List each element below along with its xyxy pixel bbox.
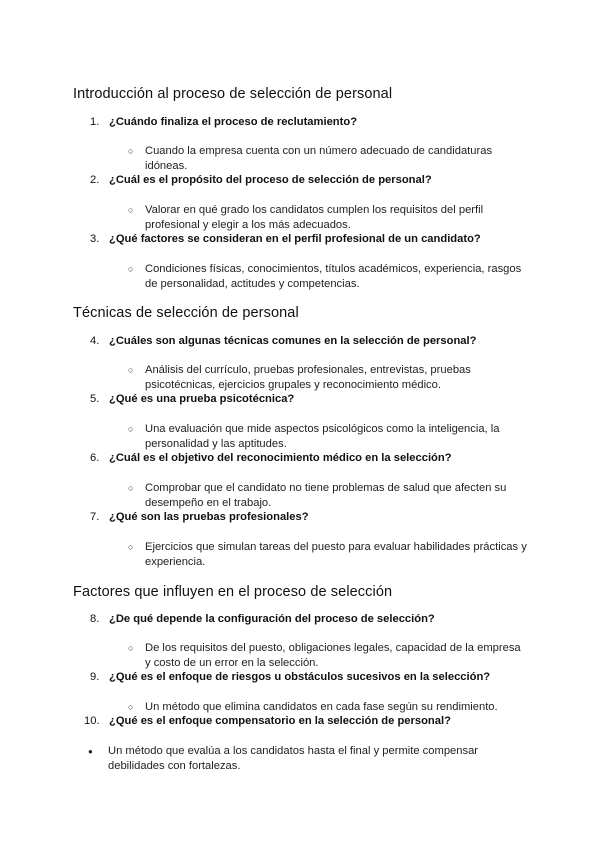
question-number: 3.: [90, 233, 100, 245]
question-item: [90, 233, 481, 245]
answer-item: [128, 262, 528, 292]
question-item: [90, 613, 435, 625]
question-item: [90, 393, 294, 405]
question-text: ¿Qué es una prueba psicotécnica?: [109, 393, 295, 405]
answer-text: Una evaluación que mide aspectos psicológicos como la inteligencia, la personalidad y las aptitudes.: [145, 423, 500, 450]
answer-text: Análisis del currículo, pruebas profesionales, entrevistas, pruebas psicotécnicas, ejercicios grupales y reconocimiento médico.: [145, 364, 471, 391]
answer-text: Un método que evalúa a los candidatos hasta el final y permite compensar debilidades con fortalezas.: [108, 745, 479, 772]
hollow-bullet-icon: ○: [128, 643, 134, 653]
question-text: ¿Cuál es el objetivo del reconocimiento médico en la selección?: [109, 452, 452, 464]
question-number: 10.: [84, 715, 100, 727]
answer-item: [128, 203, 528, 233]
question-item: [90, 335, 476, 347]
question-text: ¿Qué son las pruebas profesionales?: [109, 511, 309, 523]
answer-text: Un método que elimina candidatos en cada fase según su rendimiento.: [145, 701, 498, 713]
question-number: 6.: [90, 452, 100, 464]
question-item: [90, 116, 357, 128]
question-number: 8.: [90, 613, 100, 625]
hollow-bullet-icon: ○: [128, 424, 134, 434]
question-item: [90, 511, 309, 523]
question-number: 1.: [90, 116, 100, 128]
question-text: ¿De qué depende la configuración del proceso de selección?: [109, 613, 435, 625]
question-item: [90, 671, 490, 683]
hollow-bullet-icon: ○: [128, 205, 134, 215]
hollow-bullet-icon: ○: [128, 264, 134, 274]
section-heading: Introducción al proceso de selección de personal: [73, 86, 393, 102]
question-text: ¿Cuál es el propósito del proceso de selección de personal?: [109, 174, 432, 186]
question-text: ¿Qué es el enfoque compensatorio en la selección de personal?: [109, 715, 451, 727]
answer-text: De los requisitos del puesto, obligaciones legales, capacidad de la empresa y costo de un error en la selección.: [145, 642, 521, 669]
question-number: 7.: [90, 511, 100, 523]
hollow-bullet-icon: ○: [128, 483, 134, 493]
answer-item: [128, 481, 528, 511]
answer-item: [88, 744, 508, 774]
question-text: ¿Qué es el enfoque de riesgos u obstáculos sucesivos en la selección?: [109, 671, 491, 683]
question-text: ¿Cuáles son algunas técnicas comunes en la selección de personal?: [109, 335, 477, 347]
filled-bullet-icon: ●: [88, 747, 93, 756]
answer-item: [128, 144, 528, 174]
hollow-bullet-icon: ○: [128, 542, 134, 552]
question-number: 2.: [90, 174, 100, 186]
answer-item: [128, 540, 528, 570]
section-heading: Técnicas de selección de personal: [73, 305, 299, 321]
answer-item: [128, 363, 528, 393]
hollow-bullet-icon: ○: [128, 146, 134, 156]
answer-text: Cuando la empresa cuenta con un número adecuado de candidaturas idóneas.: [145, 145, 493, 172]
question-number: 9.: [90, 671, 100, 683]
question-item: [90, 174, 432, 186]
answer-item: [128, 422, 528, 452]
hollow-bullet-icon: ○: [128, 702, 134, 712]
question-item: [90, 452, 452, 464]
question-number: 5.: [90, 393, 100, 405]
answer-item: [128, 700, 528, 715]
answer-text: Valorar en qué grado los candidatos cumplen los requisitos del perfil profesional y elegir a los más adecuados.: [145, 204, 484, 231]
answer-text: Ejercicios que simulan tareas del puesto para evaluar habilidades prácticas y experiencia.: [145, 541, 527, 568]
answer-text: Condiciones físicas, conocimientos, títulos académicos, experiencia, rasgos de personalidad, actitudes y competencias.: [145, 263, 522, 290]
question-number: 4.: [90, 335, 100, 347]
question-text: ¿Cuándo finaliza el proceso de reclutamiento?: [109, 116, 358, 128]
hollow-bullet-icon: ○: [128, 365, 134, 375]
question-item: [84, 715, 451, 727]
answer-text: Comprobar que el candidato no tiene problemas de salud que afecten su desempeño en el trabajo.: [145, 482, 507, 509]
section-heading: Factores que influyen en el proceso de selección: [73, 584, 393, 600]
question-text: ¿Qué factores se consideran en el perfil profesional de un candidato?: [109, 233, 481, 245]
answer-item: [128, 641, 528, 671]
